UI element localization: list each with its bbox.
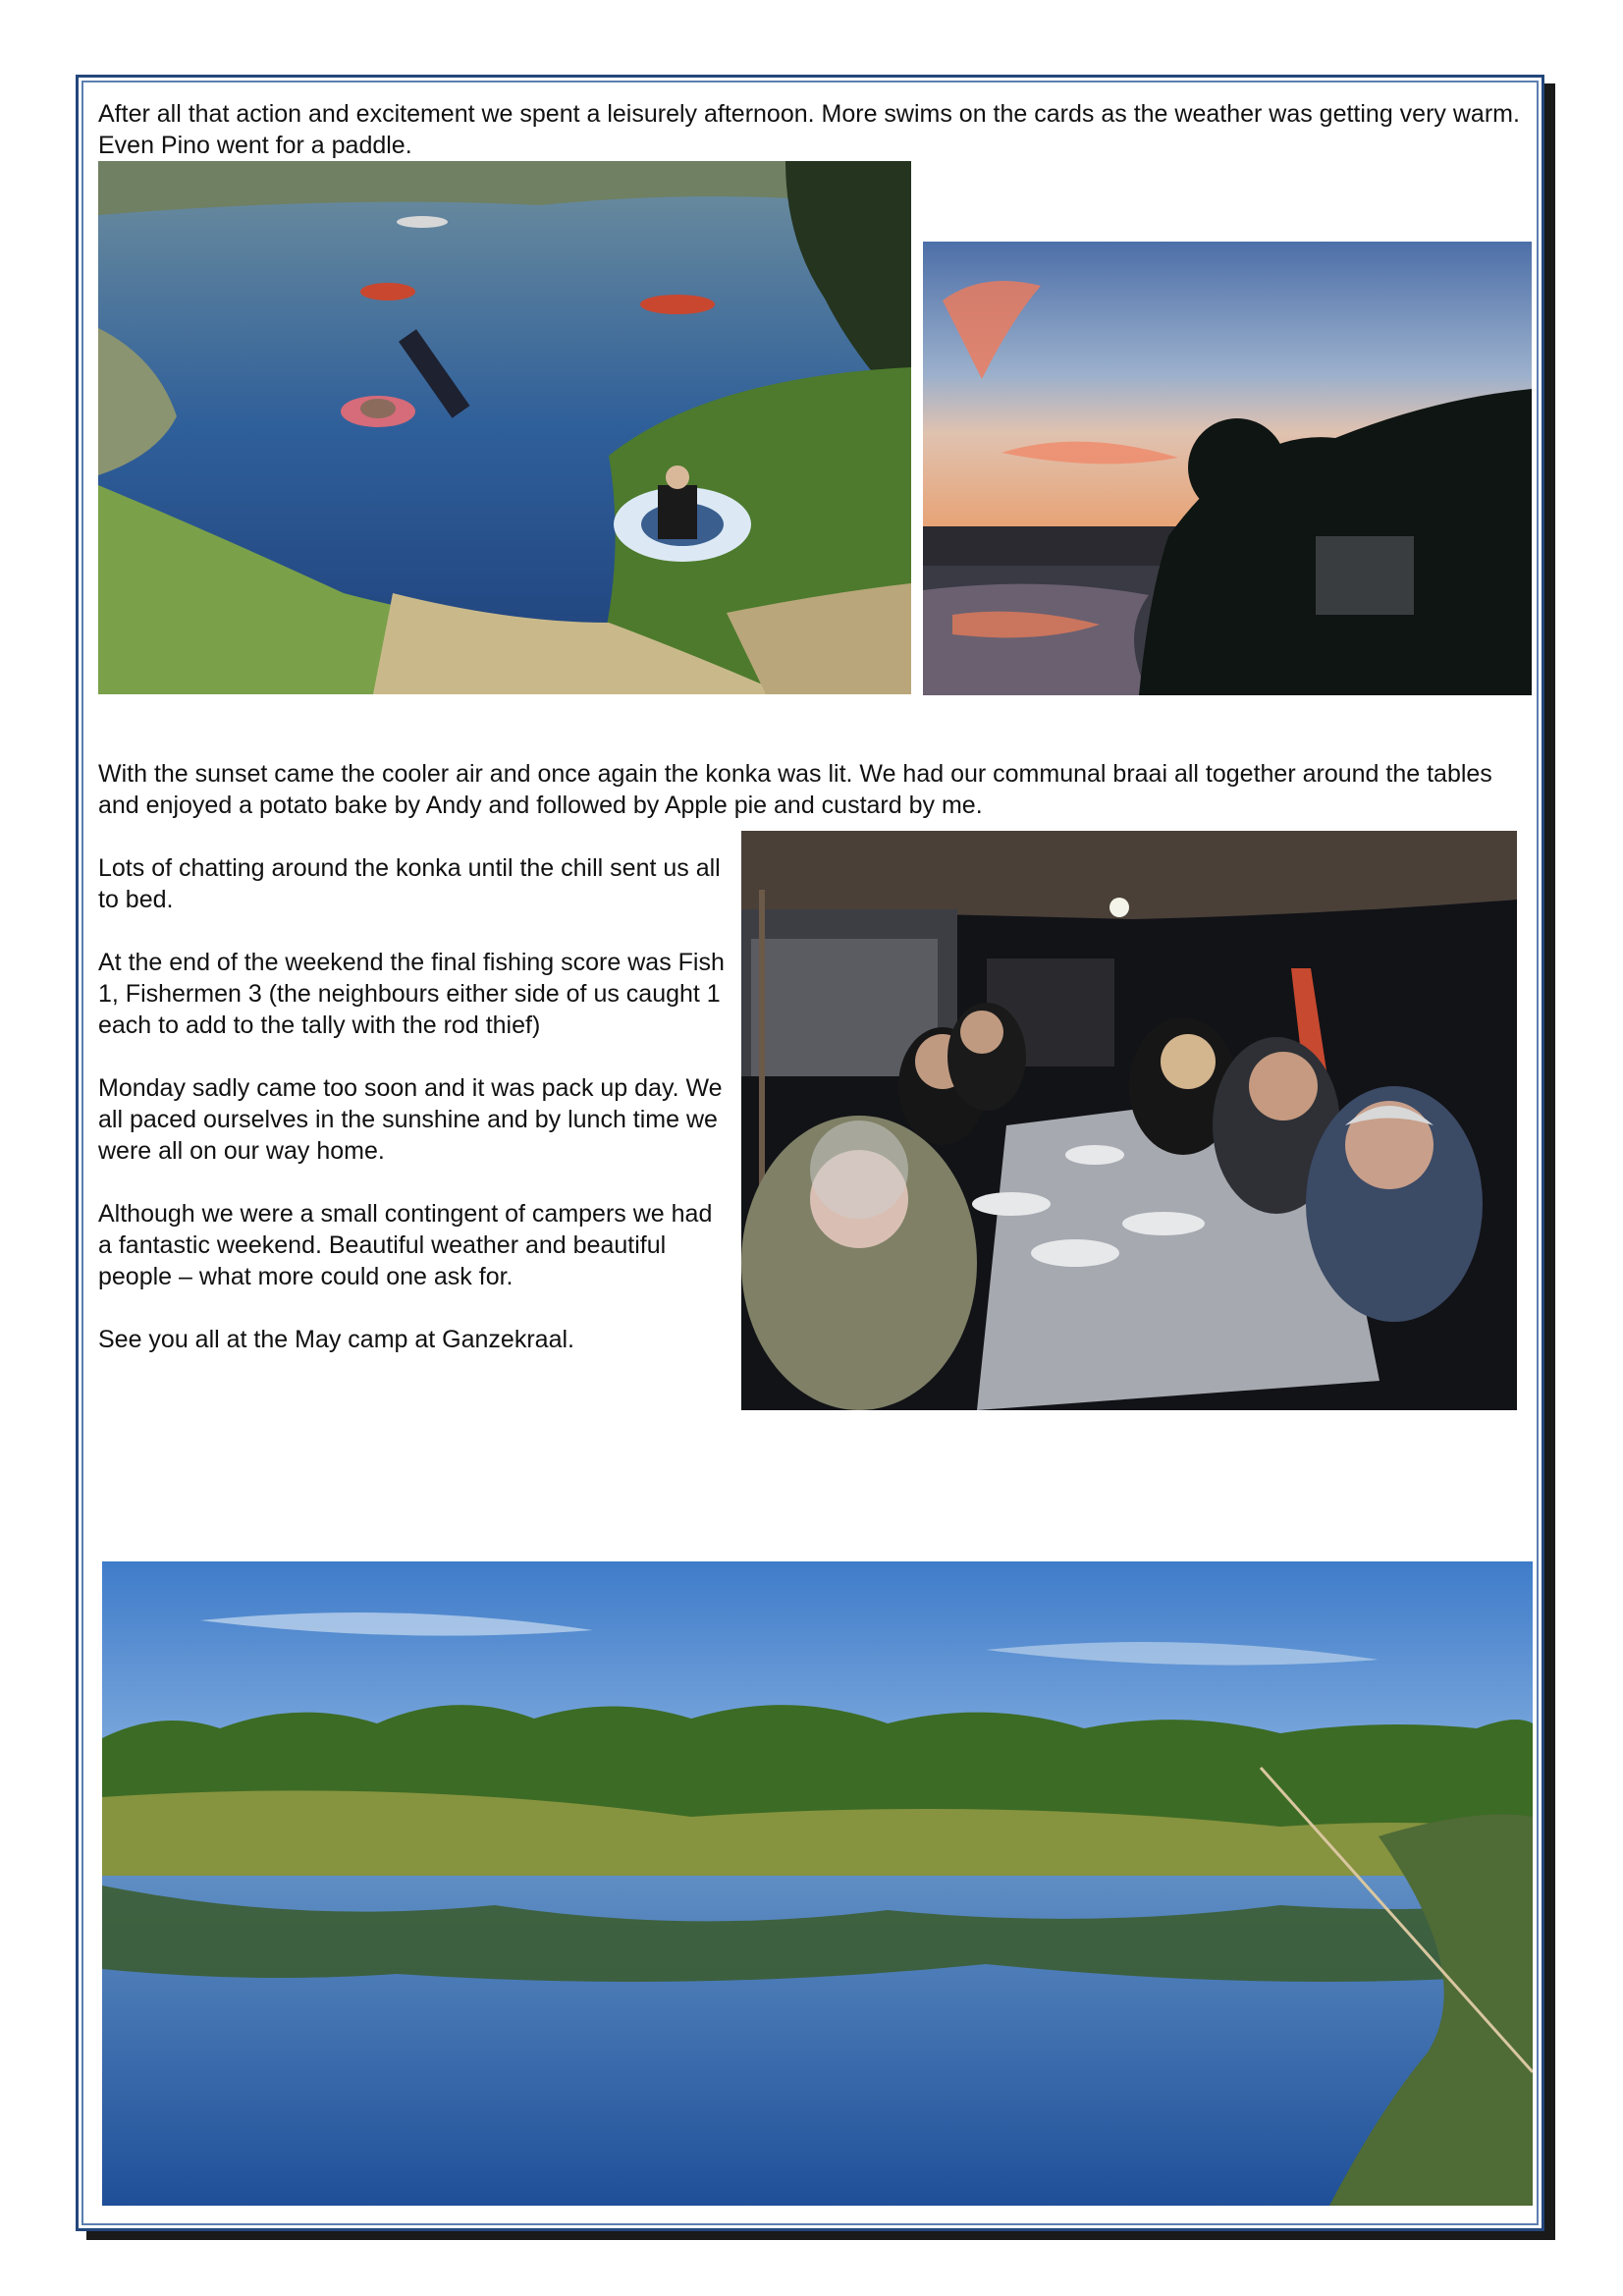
sunset-paragraph: With the sunset came the cooler air and once again the konka was lit. We had our communal braai all together around the tables and enjoyed a potato bake by Andy and followed by Apple pie and custard by me. (98, 760, 1492, 819)
summary-paragraph: Although we were a small contingent of campers we had a fantastic weekend. Beautiful weather and beautiful people – what more could one ask for. (98, 1200, 713, 1290)
intro-paragraph: After all that action and excitement we spent a leisurely afternoon. More swims on the cards as the weather was getting very warm. Even Pino went for a paddle. (98, 100, 1520, 159)
closing-paragraph: See you all at the May camp at Ganzekraal. (98, 1326, 574, 1353)
monday-paragraph: Monday sadly came too soon and it was pack up day. We all paced ourselves in the sunshine and by lunch time we were all on our way home. (98, 1074, 723, 1165)
group-dinner-photo (741, 831, 1517, 1410)
left-text-column (98, 852, 727, 1355)
fishing-paragraph: At the end of the weekend the final fishing score was Fish 1, Fishermen 3 (the neighbours either side of us caught 1 each to add to the tally with the rod thief) (98, 949, 725, 1039)
sunset-river-photo (923, 242, 1532, 695)
chatting-paragraph: Lots of chatting around the konka until the chill sent us all to bed. (98, 854, 721, 913)
river-swimming-photo (98, 161, 911, 694)
river-reflection-photo (102, 1561, 1533, 2206)
